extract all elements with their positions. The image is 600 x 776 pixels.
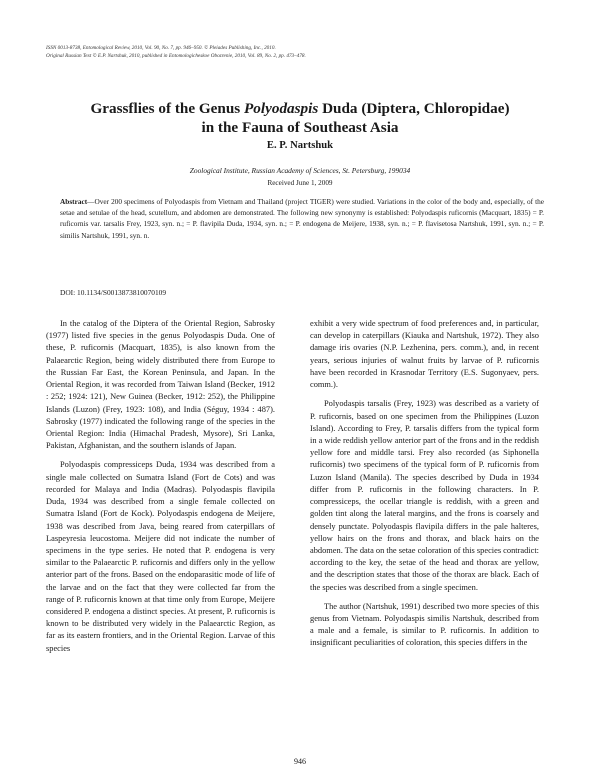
right-column [310, 318, 539, 657]
page-number: 946 [294, 757, 306, 766]
title-genus: Polyodaspis [244, 100, 319, 117]
abstract-text: —Over 200 specimens of Polyodaspis from Vietnam and Thailand (project TIGER) were studied. Variations in the color of the body and, especially, of the setae and setulae of the head, scutellum, and abdomen are demonstrated. The following new synonymy is established: Polyodaspis ruficornis (Macquart, 1835) = P. ruficornis var. tarsalis Frey, 1923, syn. n.; = P. flavipila Duda, 1934, syn. n.; = P. endogena de Meijere, 1938, syn. n.; = P. flavisetosa Nartshuk, 1991, syn. n.; = P. similis Nartshuk, 1991, syn. n. [60, 197, 544, 240]
header-line-2: Original Russian Text © E.P. Nartshuk, 2010, published in Entomologicheskoe Obozrenie, 2010, Vol. 89, No. 2, pp. 473–478. [46, 53, 306, 59]
received-date: Received June 1, 2009 [267, 179, 333, 187]
left-paragraph-2: Polyodaspis compressiceps Duda, 1934 was described from a single male collected on Sumatra Island (Fort de Cots) and was recorded for Malaya and India (Madras). Polyodaspis flavipila Duda, 1934 was described from a single female collected on Sumatra Island (Fort de Kock). Polyodaspis endogena de Meijere, 1938 was described from Java, being reared from caterpillars of Laspeyresia leucostoma. Meijere did not indicate the number of specimens in the type series. He noted that P. endogena is very similar to the Palaearctic P. ruficornis and differs only in the yellow anterior part of the frons. Based on the endoparasitic mode of life of the larvae and on the fact that they were collected far from the range of P. ruficornis known at that time only from Europe, Meijere considered P. endogena a distinct species. At present, P. ruficornis is known to be distributed very widely in the Palaearctic Region, as far as its eastern frontiers, and in the Oriental Region. Larvae of this species [46, 460, 275, 653]
abstract-label: Abstract [60, 197, 88, 206]
title-part-2: Duda (Diptera, Chloropidae) [318, 100, 510, 117]
abstract [60, 196, 544, 241]
doi: DOI: 10.1134/S0013873810070109 [60, 288, 167, 297]
title-line-2: in the Fauna of Southeast Asia [201, 119, 399, 136]
header-line-1: ISSN 0013-8738, Entomological Review, 2010, Vol. 90, No. 7, pp. 946–950. © Pleiades Publishing, Inc., 2010. [46, 45, 276, 51]
right-paragraph-3: The author (Nartshuk, 1991) described two more species of this genus from Vietnam. Polyodaspis similis Nartshuk, described from a male and a female, is similar to P. ruficornis. In addition to insignificant peculiarities of coloration, this species differs in the [310, 601, 539, 648]
author-affiliation: Zoological Institute, Russian Academy of Sciences, St. Petersburg, 199034 [189, 166, 411, 175]
left-paragraph-1: In the catalog of the Diptera of the Oriental Region, Sabrosky (1977) listed five species in the genus Polyodaspis Duda. One of these, P. ruficornis (Macquart, 1835), is also known from the Palaearctic Region, being widely distributed there from Europe to the Russian Far East, the Korean Peninsula, and Japan. In the Oriental Region, it was recorded from Taiwan Island (Becker, 1912 : 252; 1924: 121), New Guinea (Becker, 1912: 252), the Philippine Islands (Luzon) (Frey, 1923: 108), and India (Séguy, 1934 : 487). Sabrosky (1977) indicated the following range of the species in the Oriental Region: India (Himachal Pradesh, Mysore), Sri Lanka, Pakistan, Afghanistan, and the southern islands of Japan. [46, 319, 275, 451]
author-name: E. P. Nartshuk [266, 140, 334, 151]
article-title [40, 99, 560, 137]
left-column [46, 318, 275, 662]
journal-header [46, 44, 566, 60]
right-paragraph-1: exhibit a very wide spectrum of food preferences and, in particular, can develop in caterpillars (Kiauka and Nartshuk, 1972). They also damage iris ovaries (N.P. Lezhenina, pers. comm.), and, in recent years, serious injuries of walnut fruits by larvae of P. ruficornis have been recorded in Krasnodar Territory (E.S. Sugonyaev, pers. comm.). [310, 319, 539, 390]
right-paragraph-2: Polyodaspis tarsalis (Frey, 1923) was described as a variety of P. ruficornis, based on one specimen from the Philippines (Luzon Island). According to Frey, P. tarsalis differs from the typical form in a wide reddish yellow anterior part of the frons and in the reddish yellow fore and middle tarsi. Frey also recorded (as Siphonella ruficornis) two specimens of the typical form of P. ruficornis from Luzon Island (Manila). The species described by Duda in 1934 differ from P. ruficornis in the following characters. In P. compressiceps, the ocellar triangle is reddish, with a green and golden tint along the lateral margins, and the frons is coarsely and densely punctate. Polyodaspis flavipila differs in the pale halteres, yellow hairs on the frons and thorax, and black hairs on the abdomen. The data on the setae coloration of this species contradict: according to the key, the setae of the head and thorax are yellow, and the description states that those of the thorax are black. Each of the species was described from a single specimen. [310, 399, 539, 592]
title-part-1: Grassflies of the Genus [90, 100, 245, 117]
